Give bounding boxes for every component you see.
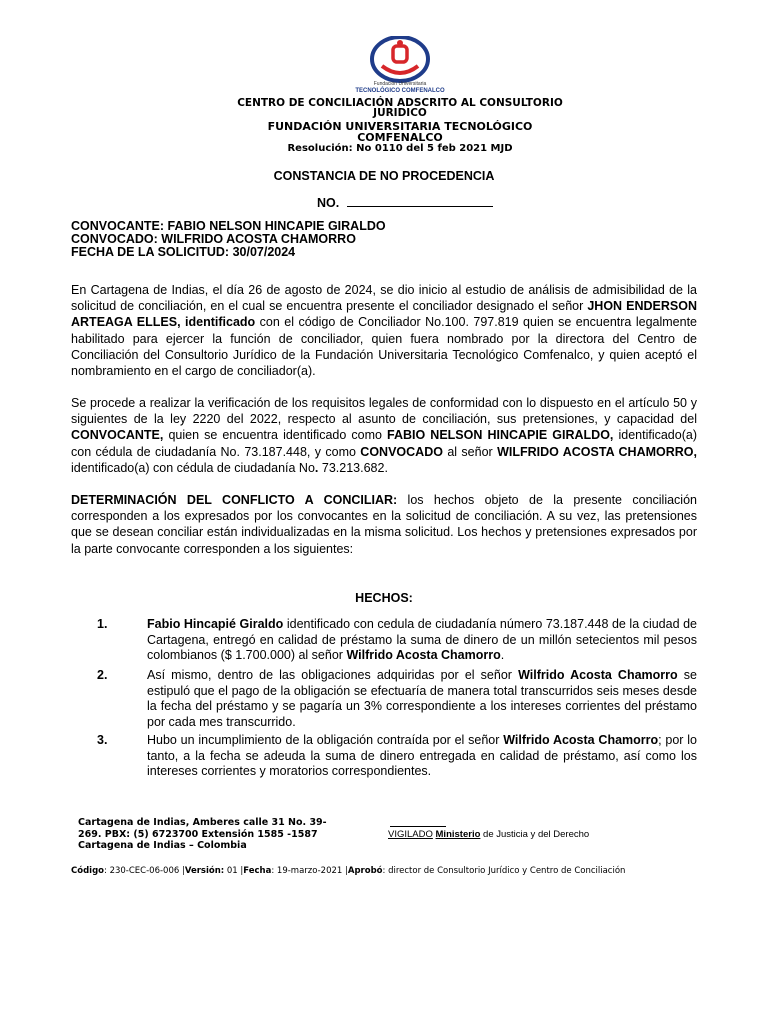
text-run: ; por lo tanto, a la fecha se adeuda la suma de dinero entregada en calidad de préstamo, así como los intereses corrientes y moratorios correspondientes. bbox=[147, 733, 697, 778]
header-line: JURIDICO bbox=[373, 107, 427, 119]
hecho-item bbox=[94, 733, 697, 780]
header-resolution: Resolución: No 0110 del 5 feb 2021 MJD bbox=[287, 143, 513, 154]
bold-run: Fabio Hincapié Giraldo bbox=[147, 617, 284, 631]
header-line: CENTRO DE CONCILIACIÓN ADSCRITO AL CONSULTORIO bbox=[237, 97, 563, 109]
ministerio-label: Ministerio bbox=[435, 829, 481, 840]
logo-caption-top: Fundación Universitaria bbox=[373, 81, 427, 87]
paragraph-verification bbox=[71, 395, 697, 476]
text-run: Así mismo, dentro de las obligaciones adquiridas por el señor bbox=[147, 668, 519, 682]
version-value: 01 | bbox=[224, 866, 244, 876]
header-line: FUNDACIÓN UNIVERSITARIA TECNOLÓGICO bbox=[267, 120, 533, 133]
fecha-label: Fecha bbox=[243, 866, 272, 876]
conciliator-name: JHON ENDERSON ARTEAGA ELLES, identificado bbox=[71, 299, 698, 330]
version-label: Versión: bbox=[184, 866, 225, 876]
bold-run: Wilfrido Acosta Chamorro bbox=[503, 733, 659, 747]
codigo-value: : 230-CEC-06-006 | bbox=[104, 866, 185, 876]
bold-run: . bbox=[314, 460, 319, 475]
text-run: se estipuló que el pago de la obligación se efectuaría de manera total transcurridos seis meses desde la fecha del préstamo y se pagaría un 3% correspondiente a los intereses corrientes del préstamo por cada mes transcurrido. bbox=[147, 668, 697, 729]
bold-run: CONVOCANTE, bbox=[71, 428, 164, 443]
text-run: En Cartagena de Indias, el día 26 de agosto de 2024, se dio inicio al estudio de análisis de admisibilidad de la solicitud de conciliación, en el cual se encuentra presente el conciliador designado el señor bbox=[71, 283, 697, 314]
paragraph-conflict bbox=[71, 492, 697, 557]
convocado-name: WILFRIDO ACOSTA CHAMORRO, bbox=[497, 444, 697, 459]
text-run: los hechos objeto de la presente conciliación corresponden a los expresados por los convocantes en la solicitud de conciliación. A su vez, las pretensiones que se desean conciliar están individualizadas en la misma solicitud. Los hechos y pretensiones expresados por la parte convocante corresponden a los siguientes: bbox=[71, 493, 697, 556]
bold-run: Wilfrido Acosta Chamorro bbox=[518, 668, 678, 682]
bold-run: Wilfrido Acosta Chamorro bbox=[346, 648, 501, 662]
header-center-name bbox=[200, 98, 600, 118]
text-run: quien se encuentra identificado como bbox=[163, 428, 388, 443]
document-title: CONSTANCIA DE NO PROCEDENCIA bbox=[273, 169, 495, 183]
text-run: identificado(a) con cédula de ciudadanía No bbox=[71, 460, 315, 475]
text-run: al señor bbox=[442, 444, 498, 459]
header-line: COMFENALCO bbox=[357, 131, 443, 144]
footer-address-line: 269. PBX: (5) 6723700 Extensión 1585 -1587 bbox=[78, 828, 318, 840]
header-university-name bbox=[225, 121, 575, 143]
convocante-name: FABIO NELSON HINCAPIE GIRALDO, bbox=[387, 428, 614, 443]
footer-address-line: Cartagena de Indias – Colombia bbox=[78, 840, 247, 851]
text-run: . bbox=[500, 648, 505, 662]
text-run: identificado con cedula de ciudadanía número 73.187.448 de la ciudad de Cartagena, entregó en calidad de préstamo la suma de dinero de un millón setecientos mil pesos colombianos ($ 1.700.000) al señor bbox=[147, 617, 697, 662]
bold-run: CONVOCADO bbox=[360, 444, 443, 459]
aprobo-value: : director de Consultorio Jurídico y Centro de Conciliación bbox=[382, 866, 626, 876]
text-run: de Justicia y del Derecho bbox=[480, 829, 590, 840]
document-metadata bbox=[71, 865, 701, 878]
text-run: Se procede a realizar la verificación de los requisitos legales de conformidad con lo dispuesto en el artículo 50 y siguientes de la ley 2220 del 2022, respecto al asunto de conciliación, sus pretensiones, y capacidad del bbox=[71, 396, 697, 427]
footer-address bbox=[78, 817, 327, 852]
hechos-list bbox=[94, 733, 697, 780]
vigilado-label: VIGILADO bbox=[388, 829, 433, 840]
hecho-number: 3. bbox=[97, 733, 108, 747]
conflict-heading: DETERMINACIÓN DEL CONFLICTO A CONCILIAR: bbox=[71, 493, 398, 507]
hecho-item bbox=[94, 668, 697, 730]
footer-vigilado bbox=[388, 829, 589, 840]
codigo-label: Código bbox=[71, 866, 104, 876]
paragraph-intro bbox=[71, 282, 697, 379]
hechos-list bbox=[94, 668, 697, 730]
footer-divider bbox=[390, 826, 446, 827]
hecho-number: 1. bbox=[97, 617, 108, 631]
footer-address-line: Cartagena de Indias, Amberes calle 31 No. 39- bbox=[78, 817, 327, 828]
parties-block bbox=[71, 220, 386, 259]
hecho-number: 2. bbox=[97, 668, 108, 682]
text-run: 73.213.682. bbox=[318, 460, 388, 475]
convocado-line: CONVOCADO: WILFRIDO ACOSTA CHAMORRO bbox=[71, 232, 356, 246]
text-run: identificado(a) con cédula de ciudadanía No. 73.187.448, y como bbox=[71, 428, 697, 459]
logo-caption-main: TECNOLÓGICO COMFENALCO bbox=[355, 88, 445, 94]
text-run: Hubo un incumplimiento de la obligación contraída por el señor bbox=[147, 733, 504, 747]
convocante-line: CONVOCANTE: FABIO NELSON HINCAPIE GIRALDO bbox=[71, 219, 386, 233]
document-number-blank bbox=[347, 195, 493, 207]
hechos-title: HECHOS: bbox=[355, 591, 413, 605]
text-run: con el código de Conciliador No.100. 797.819 quien se encuentra legalmente habilitado para ejercer la función de conciliador, quien fuera nombrado por la directora del Centro de Conciliación del Consultorio Jurídico de la Fundación Universitaria Tecnológico Comfenalco, y quien aceptó el nombramiento en el cargo de conciliador(a). bbox=[71, 315, 698, 379]
aprobo-label: Aprobó bbox=[347, 866, 383, 876]
fecha-value: : 19-marzo-2021 | bbox=[271, 866, 348, 876]
document-number bbox=[317, 195, 493, 210]
hechos-list bbox=[94, 617, 697, 664]
hecho-item bbox=[94, 617, 697, 664]
fecha-solicitud-line: FECHA DE LA SOLICITUD: 30/07/2024 bbox=[71, 245, 296, 259]
document-number-label: NO. bbox=[317, 196, 340, 210]
